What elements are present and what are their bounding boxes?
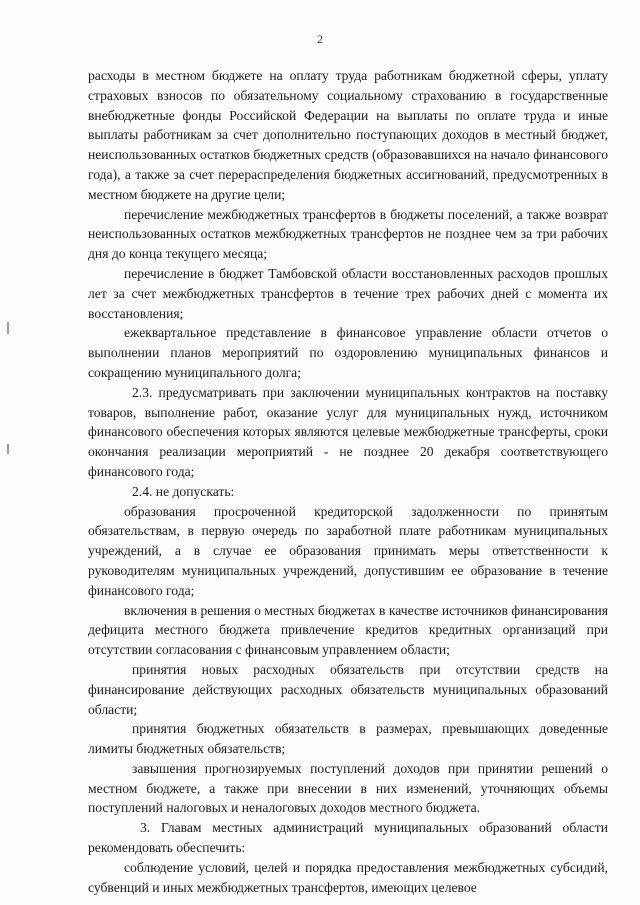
paragraph-new-obligations: принятия новых расходных обязательств при отсутствии средств на финансирование действующих расходных обязательств муниципальных образований области; bbox=[88, 661, 608, 717]
paragraph-conditions-compliance: соблюдение условий, целей и порядка предоставления межбюджетных субсидий, субвенций и иных межбюджетных трансфертов, имеющих целевое bbox=[88, 859, 608, 895]
paragraph-2-4-heading: 2.4. не допускать: bbox=[132, 483, 235, 499]
scan-artifact bbox=[7, 444, 9, 454]
document-body bbox=[88, 66, 608, 897]
page-number: 2 bbox=[317, 32, 323, 46]
paragraph-overdue-debt: образования просроченной кредиторской задолженности по принятым обязательствам, в первую очередь по заработной плате работникам муниципальных учреждений, а в случае ее образования принимать меры ответственности к руководителям муниципальных учреждений, допустившим ее образование в течение финансового года; bbox=[88, 503, 608, 598]
paragraph-transfers-to-settlements: перечисление межбюджетных трансфертов в бюджеты поселений, а также возврат неиспользованных остатков межбюджетных трансфертов не позднее чем за три рабочих дня до конца текущего месяца; bbox=[88, 206, 608, 262]
paragraph-3-heads: 3. Главам местных администраций муниципальных образований области рекомендовать обеспечить: bbox=[88, 820, 608, 856]
paragraph-quarterly-reports: ежеквартальное представление в финансовое управление области отчетов о выполнении планов мероприятий по оздоровлению муниципальных финансов и сокращению муниципального долга; bbox=[88, 325, 608, 380]
paragraph-limits: принятия бюджетных обязательств в размерах, превышающих доведенные лимиты бюджетных обязательств; bbox=[88, 721, 608, 757]
paragraph-deficit-financing: включения в решения о местных бюджетах в качестве источников финансирования дефицита местного бюджета привлечение кредитов кредитных организаций при отсутствии согласования с финансовым управлением области; bbox=[88, 602, 608, 658]
paragraph-revenue-overstatement: завышения прогнозируемых поступлений доходов при принятии решений о местном бюджете, а также при внесении в них изменений, уточняющих объемы поступлений налоговых и неналоговых доходов местного бюджета. bbox=[88, 760, 608, 816]
paragraph-restored-expenses: перечисление в бюджет Тамбовской области восстановленных расходов прошлых лет за счет межбюджетных трансфертов в течение трех рабочих дней с момента их восстановления; bbox=[88, 265, 608, 321]
scan-artifact bbox=[7, 322, 9, 334]
paragraph-2-3-contracts: 2.3. предусматривать при заключении муниципальных контрактов на поставку товаров, выполнение работ, оказание услуг для муниципальных нужд, источником финансового обеспечения которых являются целевые межбюджетные трансферты, сроки окончания реализации мероприятий - не позднее 20 декабря соответствующего финансового года; bbox=[88, 384, 608, 479]
paragraph-salary-expenses: расходы в местном бюджете на оплату труда работникам бюджетной сферы, уплату страховых взносов по обязательному социальному страхованию в государственные внебюджетные фонды Российской Федерации на выплаты по оплате труда и иные выплаты работникам за счет дополнительно поступающих доходов в местный бюджет, неиспользованных остатков бюджетных средств (образовавшихся на начало финансового года), а также за счет перераспределения бюджетных ассигнований, предусмотренных в местном бюджете на другие цели; bbox=[88, 68, 608, 202]
